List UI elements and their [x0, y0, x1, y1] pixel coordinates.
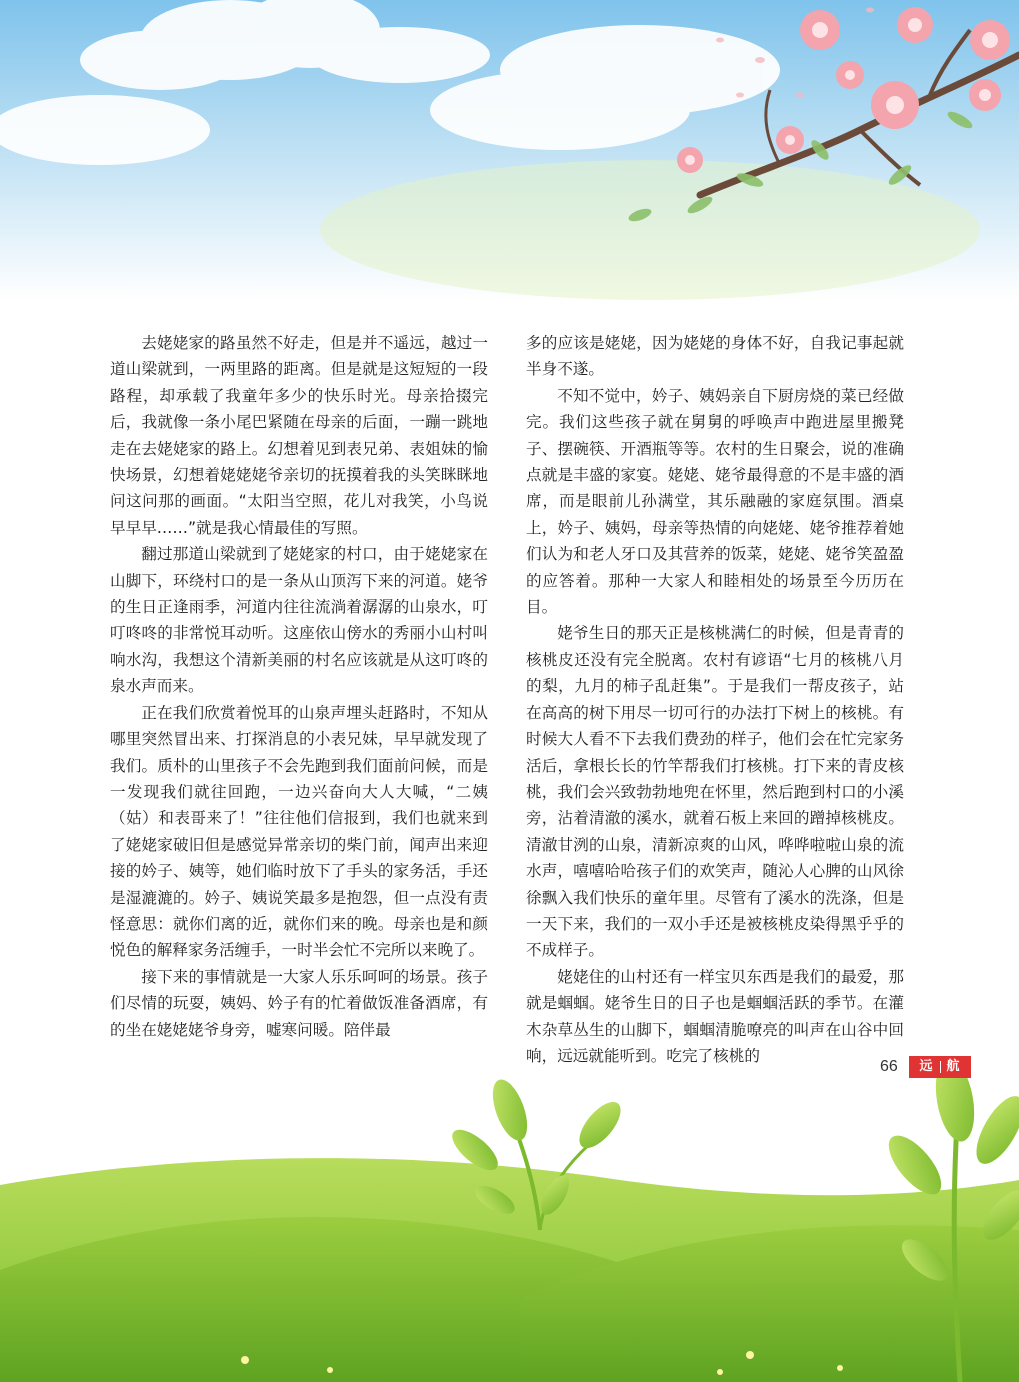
page-number: 66 [880, 1058, 898, 1075]
magazine-name-right: 航 [946, 1059, 961, 1074]
article-column-right [526, 330, 904, 1069]
magazine-name-left: 远 [919, 1059, 934, 1074]
paragraph: 正在我们欣赏着悦耳的山泉声埋头赶路时，不知从哪里突然冒出来、打探消息的小表兄妹，早早就发现了我们。质朴的山里孩子不会先跑到我们面前问候，而是一发现我们就往回跑，一边兴奋向大人大喊，“二姨（姑）和表哥来了！”往往他们信报到，我们也就来到了姥姥家破旧但是感觉异常亲切的柴门前，闻声出来迎接的妗子、姨等，她们临时放下了手头的家务活，手还是湿漉漉的。妗子、姨说笑最多是抱怨，但一点没有责怪意思：就你们离的近，就你们来的晚。母亲也是和颜悦色的解释家务活缠手，一时半会忙不完所以来晚了。 [110, 703, 488, 960]
paragraph: 翻过那道山梁就到了姥姥家的村口，由于姥姥家在山脚下，环绕村口的是一条从山顶泻下来的河道。姥爷的生日正逢雨季，河道内往往流淌着潺潺的山泉水，叮叮咚咚的非常悦耳动听。这座依山傍水的秀丽小山村叫响水沟，我想这个清新美丽的村名应该就是从这叮咚的泉水声而来。 [110, 545, 488, 696]
paragraph-continued: 多的应该是姥姥，因为姥姥的身体不好，自我记事起就半身不遂。 [526, 334, 904, 379]
paragraph: 不知不觉中，妗子、姨妈亲自下厨房烧的菜已经做完。我们这些孩子就在舅舅的呼唤声中跑进屋里搬凳子、摆碗筷、开酒瓶等等。农村的生日聚会，说的准确点就是丰盛的家宴。姥姥、姥爷最得意的不是丰盛的酒席，而是眼前儿孙满堂，其乐融融的家庭氛围。酒桌上，妗子、姨妈，母亲等热情的向姥姥、姥爷推荐着她们认为和老人牙口及其营养的饭菜，姥姥、姥爷笑盈盈的应答着。那种一大家人和睦相处的场景至今历历在目。 [526, 386, 904, 617]
paragraph: 姥姥住的山村还有一样宝贝东西是我们的最爱，那就是蝈蝈。姥爷生日的日子也是蝈蝈活跃的季节。在灌木杂草丛生的山脚下，蝈蝈清脆嘹亮的叫声在山谷中回响，远远就能听到。吃完了核桃的 [526, 967, 904, 1065]
paragraph: 姥爷生日的那天正是核桃满仁的时候，但是青青的核桃皮还没有完全脱离。农村有谚语“七月的核桃八月的梨，九月的柿子乱赶集”。于是我们一帮皮孩子，站在高高的树下用尽一切可行的办法打下树上的核桃。有时候大人看不下去我们费劲的样子，他们会在忙完家务活后，拿根长长的竹竿帮我们打核桃。打下来的青皮核桃，我们会兴致勃勃地兜在怀里，然后跑到村口的小溪旁，沾着清澈的溪水，就着石板上来回的蹭掉核桃皮。清澈甘洌的山泉，清新凉爽的山风，哗哗啦啦山泉的流水声，嘻嘻哈哈孩子们的欢笑声，随沁人心脾的山风徐徐飘入我们快乐的童年里。尽管有了溪水的洗涤，但是一天下来，我们的一双小手还是被核桃皮染得黑乎乎的不成样子。 [526, 624, 904, 960]
magazine-badge [909, 1056, 971, 1078]
badge-separator [940, 1061, 941, 1073]
paragraph: 去姥姥家的路虽然不好走，但是并不遥远，越过一道山梁就到，一两里路的距离。但是就是这短短的一段路程，却承载了我童年多少的快乐时光。母亲拾掇完后，我就像一条小尾巴紧随在母亲的后面，一蹦一跳地走在去姥姥家的路上。幻想着见到表兄弟、表姐妹的愉快场景，幻想着姥姥姥爷亲切的抚摸着我的头笑眯眯地问这问那的画面。“太阳当空照，花儿对我笑，小鸟说早早早……”就是我心情最佳的写照。 [110, 334, 488, 537]
paragraph: 接下来的事情就是一大家人乐乐呵呵的场景。孩子们尽情的玩耍，姨妈、妗子有的忙着做饭准备酒席，有的坐在姥姥姥爷身旁，嘘寒问暖。陪伴最 [110, 967, 488, 1039]
article-column-left [110, 330, 488, 1043]
